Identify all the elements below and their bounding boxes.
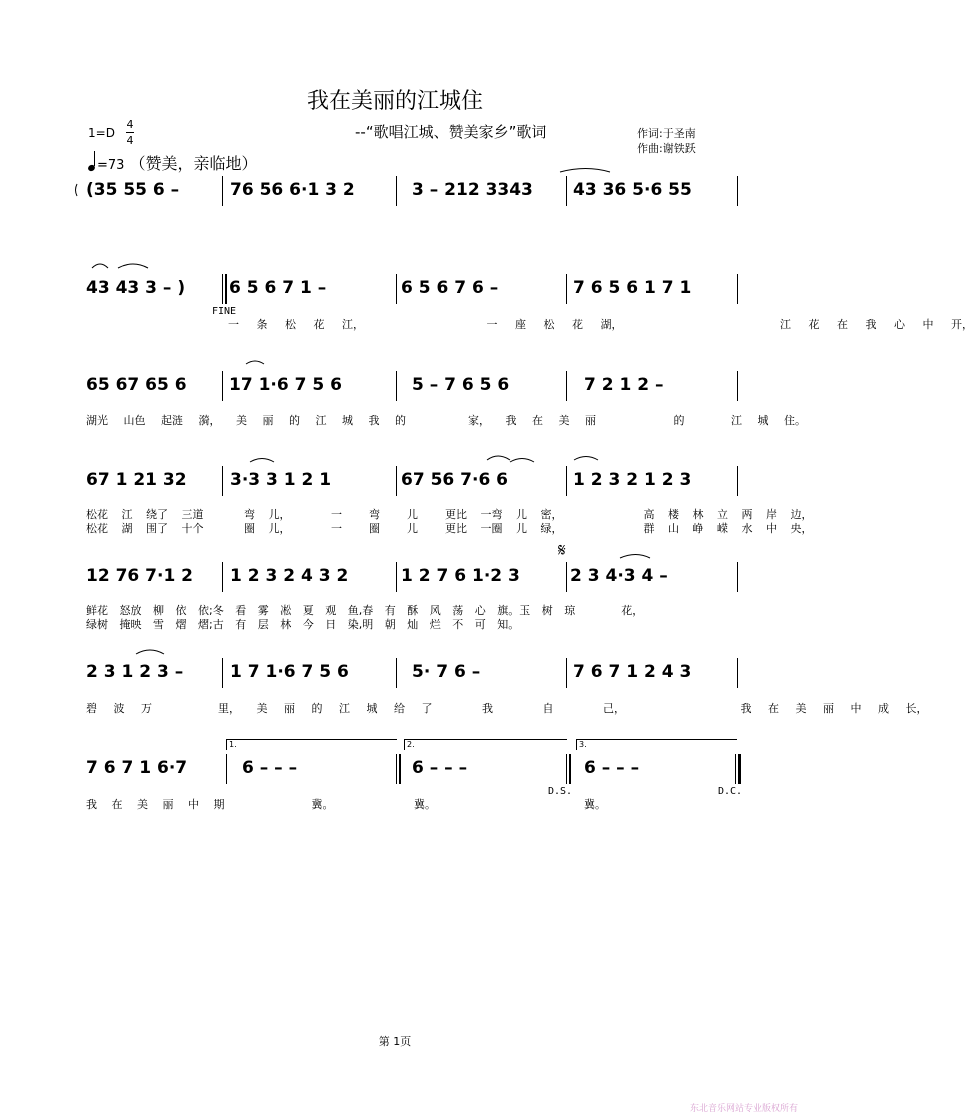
lyrics-line-5b: 绿树 掩映 雪 熠 熠;古 有 层 林 今 日 染,明 朝 灿 烂 不 可 知。 xyxy=(86,618,520,631)
measure: 7 6 5 6 1 7 1 xyxy=(573,278,692,298)
lyric-ending-3: 冀。 xyxy=(584,798,606,811)
measure: 7 6 7 1 6·7 xyxy=(86,758,188,778)
lyrics-line-4a: 松花 江 绕了 三道 弯 儿， 一 弯 儿 更比 一弯 儿 密， 高 楼 林 立 两 岸 边， xyxy=(86,508,813,521)
measure: 67 1 21 32 xyxy=(86,470,187,490)
lyrics-line-7: 我 在 美 丽 中 期 冀。 xyxy=(86,798,334,811)
composer: 作曲:谢铁跃 xyxy=(637,142,696,155)
measure: 1 7 1·6 7 5 6 xyxy=(230,662,349,682)
volta-1: 1. xyxy=(226,739,397,750)
measure: 1 2 3 2 4 3 2 xyxy=(230,566,349,586)
measure: 6 – – – xyxy=(412,758,468,778)
measure: 5 – 7 6 5 6 xyxy=(412,375,510,395)
time-top: 4 xyxy=(126,118,134,131)
lyrics-line-2: 一 条 松 花 江， 一 座 松 花 湖， 江 花 在 我 心 中 开， xyxy=(228,318,973,331)
measure: 2 3 1 2 3 – xyxy=(86,662,184,682)
measure: 17 1·6 7 5 6 xyxy=(229,375,342,395)
measure: 1 2 3 2 1 2 3 xyxy=(573,470,692,490)
song-subtitle: --“歌唱江城、赞美家乡”歌词 xyxy=(355,123,547,141)
measure: 2 3 4·3 4 – xyxy=(570,566,668,586)
lyrics-line-6: 碧 波 万 里， 美 丽 的 江 城 给 了 我 自 己， 我 在 美 丽 中 成 长， xyxy=(86,702,928,715)
lyric-ending-2: 冀。 xyxy=(414,798,436,811)
lyrics-line-5a: 鲜花 怒放 柳 依 依;冬 看 雾 凇 夏 观 鱼,春 有 酥 风 荡 心 旗。玉 树 琼 花， xyxy=(86,604,644,617)
measure: 12 76 7·1 2 xyxy=(86,566,194,586)
measure: 6 5 6 7 1 – xyxy=(229,278,327,298)
ds-mark: D.S. xyxy=(548,786,573,797)
measure: 76 56 6·1 3 2 xyxy=(230,180,355,200)
expression-text: （赞美，亲临地） xyxy=(129,154,258,173)
measure: 5· 7 6 – xyxy=(412,662,481,682)
measure: 7 2 1 2 – xyxy=(584,375,664,395)
dc-mark: D.C. xyxy=(718,786,743,797)
page-number: 第 1页 xyxy=(378,1035,412,1048)
watermark: 东北音乐网站专业版权所有 xyxy=(690,1104,799,1114)
measure: 3·3 3 1 2 1 xyxy=(230,470,332,490)
key-signature: 1=D xyxy=(88,126,115,140)
measure: 1 2 7 6 1·2 3 xyxy=(401,566,520,586)
measure: 67 56 7·6 6 xyxy=(401,470,509,490)
tempo-value: =73 xyxy=(97,158,125,173)
time-bottom: 4 xyxy=(126,134,134,147)
measure: (35 55 6 – xyxy=(86,180,180,200)
volta-2: 2. xyxy=(404,739,567,750)
measure: 43 36 5·6 55 xyxy=(573,180,692,200)
fine-mark: FINE xyxy=(212,306,237,317)
measure: 65 67 65 6 xyxy=(86,375,187,395)
measure: 7 6 7 1 2 4 3 xyxy=(573,662,692,682)
measure: 6 – – – xyxy=(242,758,298,778)
measure: 43 43 3 – ) xyxy=(86,278,186,298)
lyricist: 作词:于圣南 xyxy=(637,127,696,140)
lyrics-line-3: 湖光 山色 起涟 漪， 美 丽 的 江 城 我 的 家， 我 在 美 丽 的 江 城 住。 xyxy=(86,414,806,427)
volta-3: 3. xyxy=(576,739,737,750)
measure: 6 5 6 7 6 – xyxy=(401,278,499,298)
segno-icon: 𝄋 xyxy=(558,540,566,561)
lyrics-line-4b: 松花 湖 围了 十个 圈 儿， 一 圈 儿 更比 一圈 儿 绿， 群 山 峥 嵘 水 中 央， xyxy=(86,522,813,535)
measure: 3 – 212 3343 xyxy=(412,180,533,200)
song-title: 我在美丽的江城住 xyxy=(306,89,483,114)
measure: 6 – – – xyxy=(584,758,640,778)
